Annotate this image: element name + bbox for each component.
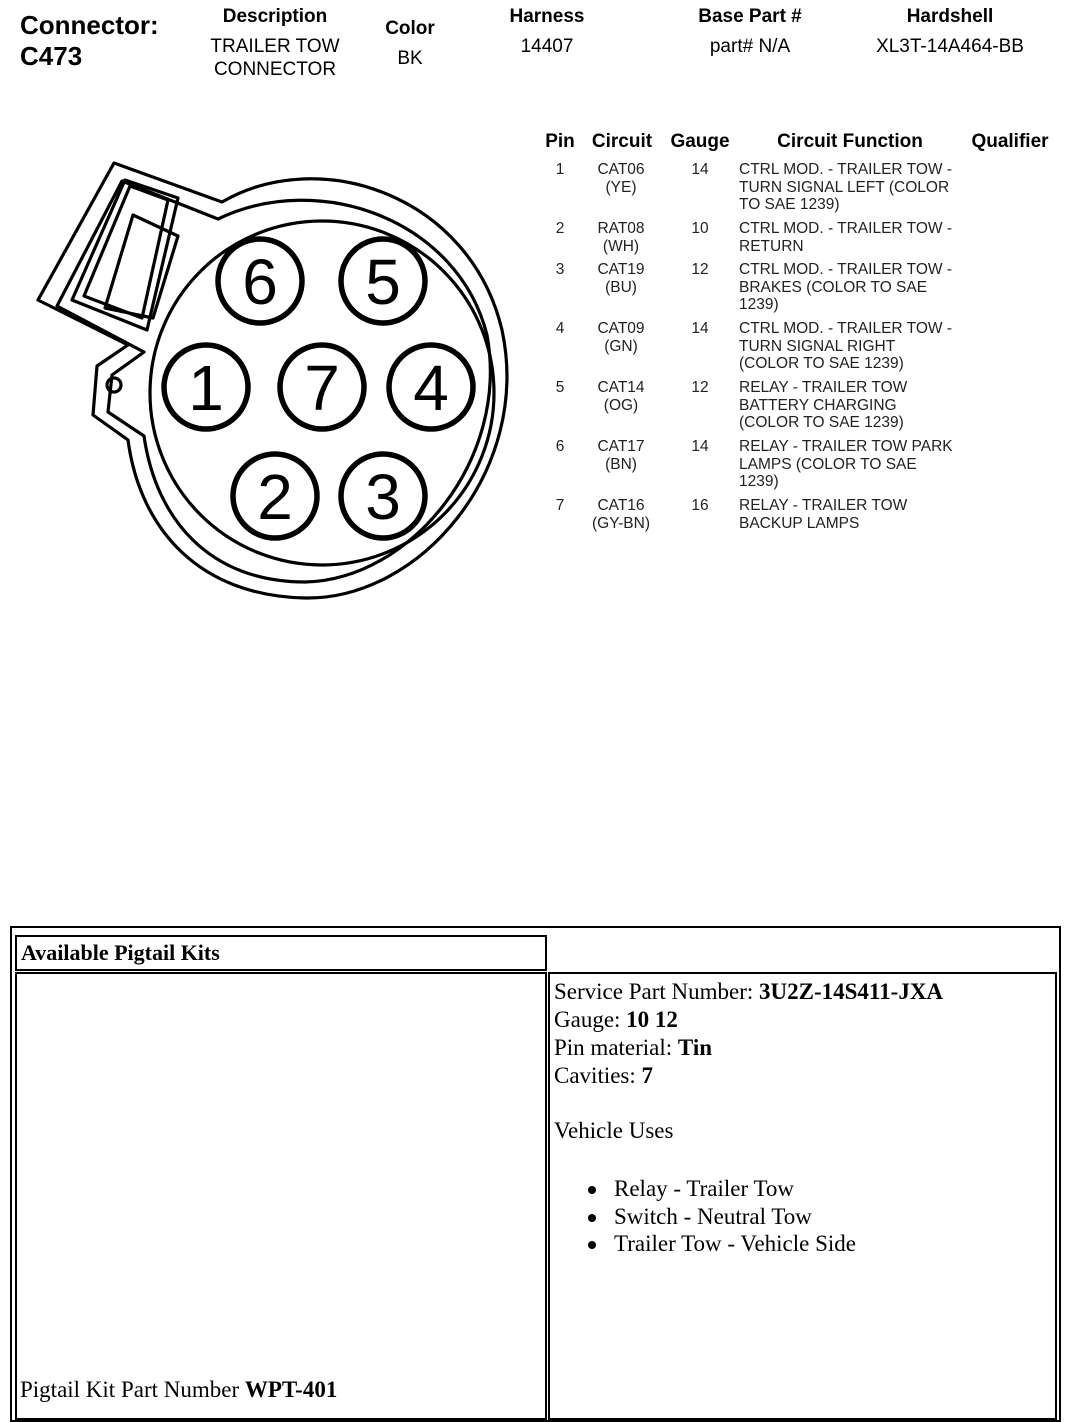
gauge-value: 14 bbox=[691, 438, 709, 455]
circuit-function-cell bbox=[739, 220, 971, 255]
color-header: Color bbox=[385, 18, 435, 39]
circuit-function-line: CTRL MOD. - TRAILER TOW - bbox=[739, 161, 952, 178]
pigtail-details-cell bbox=[548, 972, 1057, 1420]
harness-value: 14407 bbox=[520, 36, 574, 57]
circuit-function-cell bbox=[739, 438, 971, 491]
service-part-line bbox=[554, 978, 943, 1006]
vehicle-use-text: Relay - Trailer Tow bbox=[614, 1176, 795, 1201]
base-part-header: Base Part # bbox=[698, 6, 802, 27]
circuit-function-line: TURN SIGNAL RIGHT bbox=[739, 337, 896, 355]
circuit-function-line: BATTERY CHARGING bbox=[739, 396, 897, 414]
circuit-function-line: (COLOR TO SAE 1239) bbox=[739, 355, 904, 373]
gauge-value: 14 bbox=[691, 161, 709, 178]
hardshell-header: Hardshell bbox=[906, 6, 994, 27]
circuit-function-line: (COLOR TO SAE 1239) bbox=[739, 414, 904, 432]
pigtail-kit-part-line bbox=[20, 1376, 337, 1404]
circuit-function-line: TO SAE 1239) bbox=[739, 196, 840, 214]
pin-number: 4 bbox=[555, 320, 565, 337]
gauge-header: Gauge bbox=[670, 131, 730, 152]
pin-number: 1 bbox=[555, 161, 565, 178]
kit-part-value: WPT-401 bbox=[244, 1377, 338, 1402]
circuit-function-line: RELAY - TRAILER TOW bbox=[739, 379, 908, 396]
pin-label-2: 2 bbox=[257, 461, 293, 533]
bullet-icon bbox=[588, 1186, 596, 1194]
circuit-code: CAT09 bbox=[597, 320, 645, 337]
circuit-function-line: RELAY - TRAILER TOW bbox=[739, 497, 908, 514]
pin-number: 5 bbox=[555, 379, 565, 396]
circuit-color: (WH) bbox=[602, 237, 640, 255]
cavities-label: Cavities: bbox=[554, 1063, 642, 1088]
circuit-cell bbox=[585, 220, 657, 255]
pigtail-image-cell bbox=[15, 972, 547, 1420]
base-part-value: part# N/A bbox=[709, 36, 791, 57]
circuit-function-line: TURN SIGNAL LEFT (COLOR bbox=[739, 178, 950, 196]
circuit-cell bbox=[585, 379, 657, 414]
circuit-function-line: LAMPS (COLOR TO SAE bbox=[739, 455, 917, 473]
connector-title bbox=[20, 10, 159, 72]
connector-id: C473 bbox=[20, 41, 83, 71]
circuit-function-line: CTRL MOD. - TRAILER TOW - bbox=[739, 220, 952, 237]
hardshell-value: XL3T-14A464-BB bbox=[876, 36, 1024, 57]
pin-material-value: Tin bbox=[677, 1035, 713, 1060]
harness-header: Harness bbox=[509, 6, 585, 27]
circuit-cell bbox=[585, 497, 657, 532]
circuit-function-line: BRAKES (COLOR TO SAE bbox=[739, 278, 928, 296]
pin-label-7: 7 bbox=[304, 352, 340, 424]
pin-number: 6 bbox=[555, 438, 565, 455]
circuit-color: (GY-BN) bbox=[592, 514, 650, 532]
description-header: Description bbox=[222, 6, 328, 27]
circuit-function-line: BACKUP LAMPS bbox=[739, 514, 860, 532]
vehicle-use-item bbox=[588, 1230, 943, 1258]
bullet-icon bbox=[588, 1214, 596, 1222]
circuit-cell bbox=[585, 320, 657, 355]
vehicle-use-text: Switch - Neutral Tow bbox=[614, 1203, 812, 1229]
circuit-cell bbox=[585, 438, 657, 473]
circuit-code: CAT14 bbox=[597, 379, 645, 396]
vehicle-uses-heading: Vehicle Uses bbox=[554, 1118, 674, 1143]
circuit-function-line: RETURN bbox=[739, 237, 804, 255]
cavities-value: 7 bbox=[641, 1063, 654, 1088]
circuit-function-line: CTRL MOD. - TRAILER TOW - bbox=[739, 320, 952, 337]
vehicle-use-item bbox=[588, 1175, 943, 1203]
circuit-header: Circuit bbox=[591, 131, 653, 152]
pin-label-1: 1 bbox=[188, 352, 224, 424]
description-value bbox=[175, 35, 375, 81]
gauge-value: 14 bbox=[691, 320, 709, 337]
pin-number: 7 bbox=[555, 497, 565, 514]
circuit-cell bbox=[585, 261, 657, 296]
description-line-2: CONNECTOR bbox=[213, 59, 337, 80]
circuit-function-cell bbox=[739, 379, 971, 432]
pigtail-title-cell bbox=[15, 935, 547, 971]
gauge-value: 10 12 bbox=[626, 1007, 678, 1032]
description-line-1: TRAILER TOW bbox=[210, 36, 340, 57]
pin-material-line bbox=[554, 1034, 943, 1062]
cavities-line bbox=[554, 1062, 943, 1090]
pin-number: 3 bbox=[555, 261, 565, 278]
circuit-code: CAT06 bbox=[597, 161, 645, 178]
circuit-function-line: 1239) bbox=[739, 473, 779, 491]
gauge-value: 12 bbox=[691, 261, 709, 278]
service-part-label: Service Part Number: bbox=[554, 979, 760, 1004]
gauge-value: 16 bbox=[691, 497, 709, 514]
connector-label: Connector: bbox=[20, 10, 159, 40]
connector-face-diagram bbox=[30, 150, 510, 610]
circuit-code: CAT19 bbox=[597, 261, 645, 278]
circuit-function-cell bbox=[739, 261, 971, 314]
circuit-function-line: 1239) bbox=[739, 296, 779, 314]
pin-header: Pin bbox=[545, 131, 575, 152]
gauge-value: 10 bbox=[691, 220, 709, 237]
gauge-label: Gauge: bbox=[554, 1007, 627, 1032]
circuit-code: RAT08 bbox=[597, 220, 645, 237]
connector-latch-tab bbox=[105, 215, 178, 318]
pin-material-label: Pin material: bbox=[554, 1035, 678, 1060]
vehicle-use-item bbox=[588, 1203, 943, 1231]
circuit-function-header: Circuit Function bbox=[777, 131, 923, 152]
vehicle-uses-list bbox=[588, 1175, 943, 1258]
pigtail-details bbox=[554, 978, 943, 1258]
circuit-code: CAT17 bbox=[597, 438, 645, 455]
pin-label-5: 5 bbox=[365, 246, 401, 318]
connector-mount-hole bbox=[107, 378, 121, 392]
pin-label-6: 6 bbox=[242, 246, 278, 318]
circuit-function-cell bbox=[739, 320, 971, 373]
circuit-function-cell bbox=[739, 161, 971, 214]
circuit-function-line: CTRL MOD. - TRAILER TOW - bbox=[739, 261, 952, 278]
gauge-value: 12 bbox=[691, 379, 709, 396]
circuit-color: (BN) bbox=[605, 455, 637, 473]
circuit-color: (YE) bbox=[605, 178, 637, 196]
vehicle-use-text: Trailer Tow - Vehicle Side bbox=[614, 1231, 856, 1256]
circuit-color: (GN) bbox=[604, 337, 638, 355]
circuit-color: (BU) bbox=[605, 278, 637, 296]
color-value: BK bbox=[397, 48, 423, 69]
pin-label-4: 4 bbox=[413, 352, 449, 424]
qualifier-header: Qualifier bbox=[971, 131, 1049, 152]
pin-number: 2 bbox=[555, 220, 565, 237]
circuit-function-line: RELAY - TRAILER TOW PARK bbox=[739, 438, 953, 455]
bullet-icon bbox=[588, 1241, 596, 1249]
circuit-cell bbox=[585, 161, 657, 196]
circuit-code: CAT16 bbox=[597, 497, 645, 514]
circuit-function-cell bbox=[739, 497, 971, 532]
pin-label-3: 3 bbox=[365, 461, 401, 533]
kit-part-label: Pigtail Kit Part Number bbox=[20, 1377, 245, 1402]
pigtail-title: Available Pigtail Kits bbox=[21, 940, 220, 965]
connector-latch-housing bbox=[72, 180, 178, 330]
gauge-line bbox=[554, 1006, 943, 1034]
service-part-value: 3U2Z-14S411-JXA bbox=[759, 979, 944, 1004]
circuit-color: (OG) bbox=[603, 396, 639, 414]
